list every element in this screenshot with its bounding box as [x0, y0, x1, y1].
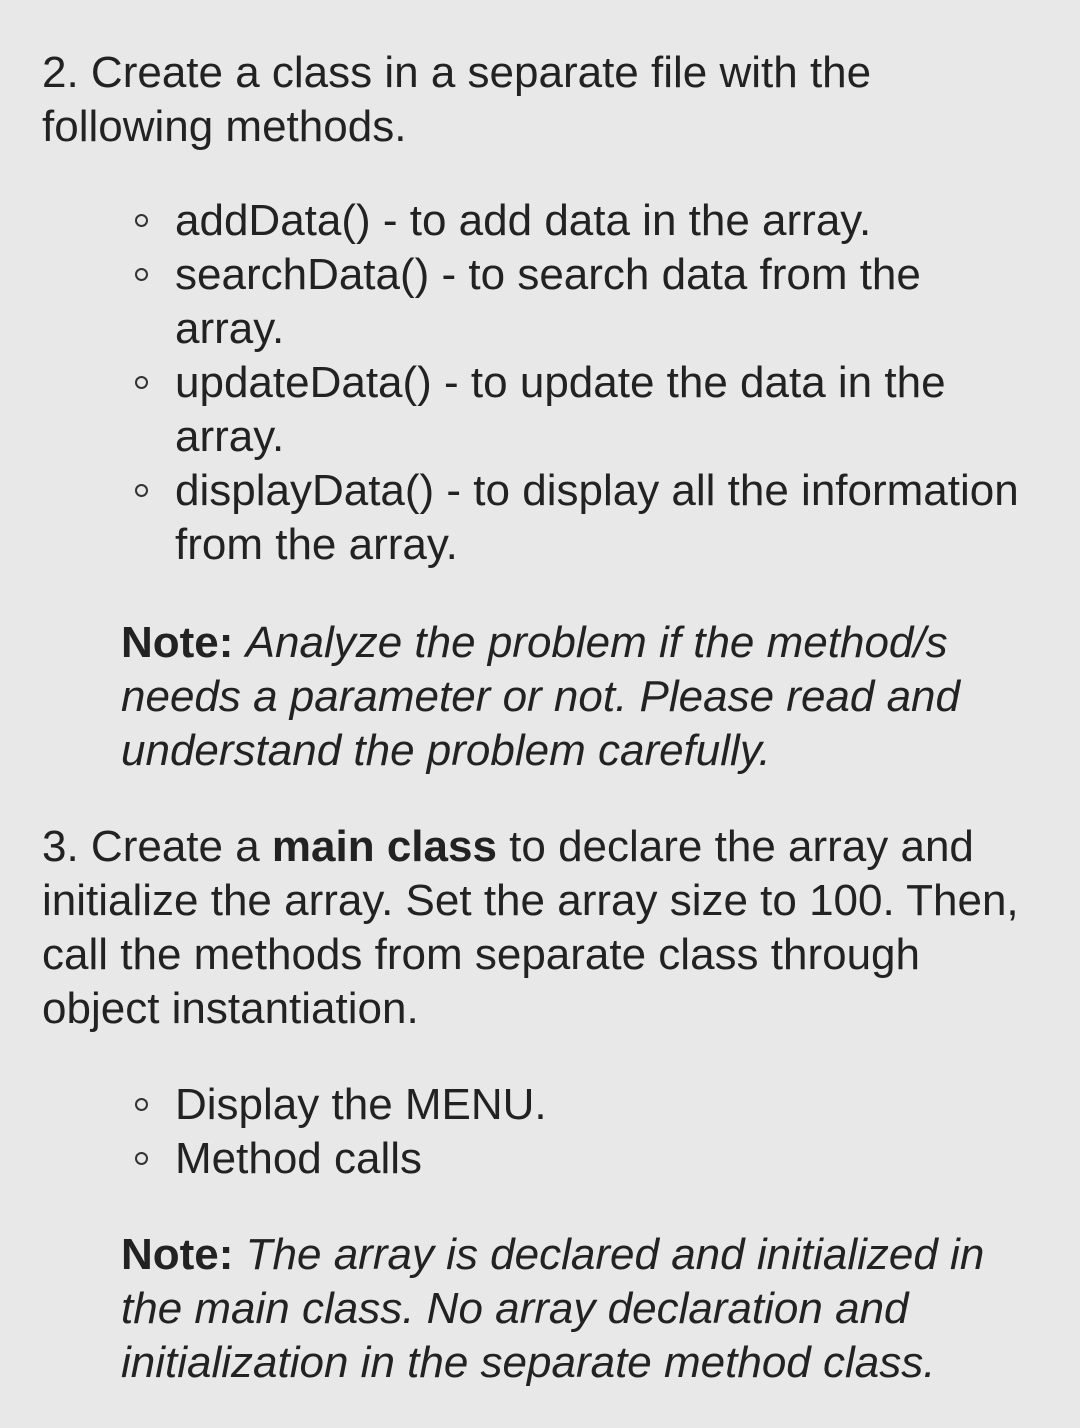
list-item-display-menu	[175, 1078, 1025, 1132]
step-3-instruction	[42, 820, 1032, 1036]
step-3-text-end: to declare the array and initialize the array. Set the array size to 100. Then, call the methods from separate class through object instantiation.	[42, 822, 1019, 1033]
list-item-update-data	[175, 356, 1025, 464]
hollow-circle-bullet-icon	[135, 376, 148, 389]
step-2-instruction: 2. Create a class in a separate file with the following methods.	[42, 48, 872, 151]
list-item-text: Method calls	[175, 1134, 423, 1183]
step-3-text-start: 3. Create a	[42, 822, 272, 871]
hollow-circle-bullet-icon	[135, 484, 148, 497]
step-3-note	[121, 1228, 1021, 1390]
list-item-text: addData() - to add data in the array.	[175, 196, 872, 245]
hollow-circle-bullet-icon	[135, 214, 148, 227]
hollow-circle-bullet-icon	[135, 1152, 148, 1165]
list-item-display-data	[175, 464, 1025, 572]
note-label: Note:	[121, 1230, 234, 1279]
list-item-method-calls	[175, 1132, 1025, 1186]
hollow-circle-bullet-icon	[135, 268, 148, 281]
list-item-text: searchData() - to search data from the array.	[175, 250, 921, 353]
step-2-note	[121, 616, 1021, 778]
note-label: Note:	[121, 618, 234, 667]
note-body: Analyze the problem if the method/s needs a parameter or not. Please read and understand the problem carefully.	[121, 618, 960, 775]
list-item-text: displayData() - to display all the information from the array.	[175, 466, 1019, 569]
step-3-bold-text: main class	[271, 822, 497, 871]
list-item-text: updateData() - to update the data in the array.	[175, 358, 946, 461]
list-item-search-data	[175, 248, 1025, 356]
list-item-text: Display the MENU.	[175, 1080, 547, 1129]
note-body: The array is declared and initialized in the main class. No array declaration and initialization in the separate method class.	[121, 1230, 985, 1387]
step-2-method-list	[175, 194, 1025, 572]
step-3-task-list	[175, 1078, 1025, 1186]
list-item-add-data	[175, 194, 1025, 248]
hollow-circle-bullet-icon	[135, 1098, 148, 1111]
